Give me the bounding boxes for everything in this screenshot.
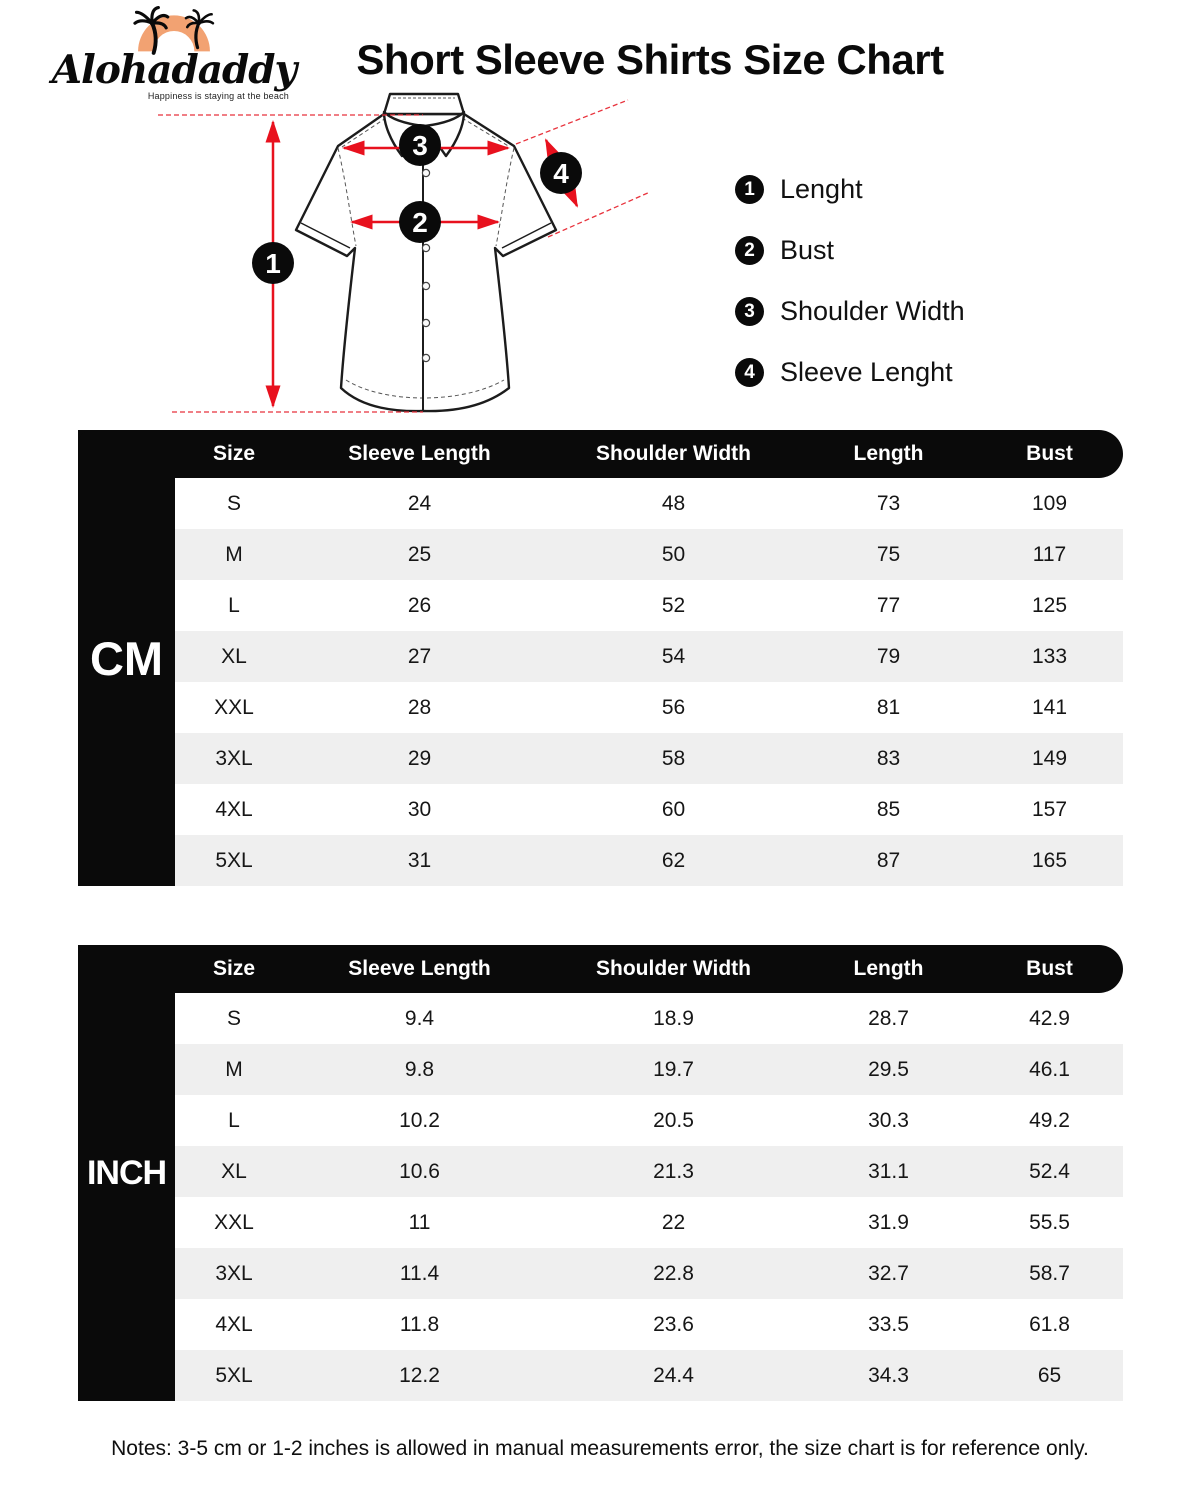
unit-label: INCH: [86, 1153, 167, 1192]
table-cell: 60: [661, 797, 686, 821]
column-header: Sleeve Length: [348, 957, 491, 980]
badge-4: 4: [553, 158, 569, 189]
unit-label: CM: [89, 631, 164, 685]
table-cell: 11.4: [399, 1261, 440, 1285]
table-cell: 87: [876, 848, 901, 872]
measurement-legend: [735, 174, 965, 388]
table-cell: 157: [1031, 797, 1068, 821]
table-cell: 5XL: [215, 1363, 253, 1387]
table-cell: XXL: [214, 695, 254, 719]
table-cell: 77: [876, 593, 901, 617]
column-header: Bust: [1026, 957, 1073, 980]
table-row: [175, 580, 1123, 631]
table-cell: 52: [661, 593, 686, 617]
table-cell: 56: [661, 695, 686, 719]
table-row: [175, 733, 1123, 784]
table-cell: 79: [876, 644, 901, 668]
table-cell: 75: [876, 542, 901, 566]
table-cell: S: [226, 491, 241, 515]
table-cell: 61.8: [1029, 1312, 1070, 1336]
legend-label: Sleeve Lenght: [780, 357, 953, 387]
table-cell: 24.4: [653, 1363, 694, 1387]
brand-name: Alohadaddy: [51, 47, 297, 93]
table-cell: 30.3: [868, 1108, 909, 1132]
size-table-inch: [78, 945, 1123, 1401]
table-row: [175, 682, 1123, 733]
table-cell: 28.7: [868, 1006, 909, 1030]
column-header: Shoulder Width: [596, 957, 751, 980]
table-cell: 3XL: [215, 746, 253, 770]
page-title: Short Sleeve Shirts Size Chart: [356, 36, 944, 83]
table-cell: 20.5: [653, 1108, 694, 1132]
table-cell: XL: [221, 1159, 247, 1183]
table-cell: 49.2: [1029, 1108, 1070, 1132]
table-row: [175, 1299, 1123, 1350]
column-header: Length: [853, 442, 924, 465]
table-row: [175, 631, 1123, 682]
table-cell: 9.4: [404, 1006, 435, 1030]
table-cell: 125: [1031, 593, 1068, 617]
table-row: [175, 478, 1123, 529]
legend-label: Lenght: [780, 174, 863, 204]
table-row: [175, 1146, 1123, 1197]
table-cell: 31.1: [868, 1159, 909, 1183]
table-cell: 42.9: [1029, 1006, 1070, 1030]
table-cell: 24: [407, 491, 432, 515]
table-cell: 23.6: [653, 1312, 694, 1336]
table-cell: 29.5: [868, 1057, 909, 1081]
table-cell: 28: [407, 695, 432, 719]
table-cell: 117: [1032, 542, 1067, 566]
table-cell: 10.6: [399, 1159, 440, 1183]
table-cell: 85: [876, 797, 901, 821]
table-cell: 9.8: [404, 1057, 435, 1081]
table-cell: 30: [407, 797, 432, 821]
table-cell: 58.7: [1029, 1261, 1070, 1285]
table-row: [175, 1350, 1123, 1401]
table-cell: 33.5: [868, 1312, 909, 1336]
table-cell: 141: [1031, 695, 1068, 719]
table-row: [175, 835, 1123, 886]
table-cell: 19.7: [653, 1057, 694, 1081]
table-row: [175, 1044, 1123, 1095]
column-header: Length: [853, 957, 924, 980]
table-cell: 65: [1037, 1363, 1062, 1387]
table-cell: 18.9: [653, 1006, 694, 1030]
legend-badge-4: 4: [735, 358, 764, 387]
table-cell: M: [225, 542, 243, 566]
table-cell: 22.8: [653, 1261, 694, 1285]
table-cell: 73: [876, 491, 901, 515]
table-header: [78, 945, 1123, 993]
column-header: Size: [212, 957, 256, 980]
unit-sidebar-cm: [78, 430, 175, 886]
table-cell: 25: [407, 542, 432, 566]
table-row: [175, 529, 1123, 580]
legend-badge-3: 3: [735, 297, 764, 326]
table-row: [175, 1197, 1123, 1248]
table-cell: L: [228, 593, 240, 617]
table-cell: 21.3: [653, 1159, 694, 1183]
legend-item-shoulder-width: [735, 296, 965, 327]
column-header: Size: [212, 442, 256, 465]
legend-item-length: [735, 174, 965, 205]
table-row: [175, 1248, 1123, 1299]
table-cell: 26: [407, 593, 432, 617]
table-cell: 48: [661, 491, 686, 515]
table-cell: 81: [876, 695, 901, 719]
notes-text: Notes: 3-5 cm or 1-2 inches is allowed in manual measurements error, the size chart is for reference only.: [111, 1437, 1089, 1460]
table-cell: 83: [876, 746, 901, 770]
badge-3: 3: [412, 130, 428, 161]
table-cell: 149: [1031, 746, 1068, 770]
table-cell: 29: [407, 746, 432, 770]
column-header: Bust: [1026, 442, 1073, 465]
legend-item-bust: [735, 235, 965, 266]
unit-sidebar-inch: [78, 945, 175, 1401]
table-cell: 5XL: [215, 848, 253, 872]
table-cell: 46.1: [1029, 1057, 1070, 1081]
table-cell: 50: [661, 542, 686, 566]
table-cell: XL: [221, 644, 247, 668]
table-cell: S: [226, 1006, 241, 1030]
badge-2: 2: [412, 207, 428, 238]
legend-label: Bust: [780, 235, 835, 265]
table-cell: M: [225, 1057, 243, 1081]
table-cell: 4XL: [215, 797, 253, 821]
table-row: [175, 784, 1123, 835]
table-cell: 133: [1031, 644, 1068, 668]
table-cell: 27: [407, 644, 432, 668]
table-body: [175, 478, 1123, 886]
table-cell: 12.2: [399, 1363, 440, 1387]
table-cell: 52.4: [1029, 1159, 1070, 1183]
table-cell: 34.3: [868, 1363, 909, 1387]
table-cell: 10.2: [399, 1108, 440, 1132]
table-cell: 54: [661, 644, 686, 668]
table-cell: 32.7: [868, 1261, 909, 1285]
table-cell: 109: [1031, 491, 1068, 515]
table-cell: 55.5: [1029, 1210, 1070, 1234]
badge-1: 1: [265, 248, 281, 279]
table-row: [175, 993, 1123, 1044]
table-row: [175, 1095, 1123, 1146]
table-cell: L: [228, 1108, 240, 1132]
table-cell: 22: [661, 1210, 686, 1234]
legend-item-sleeve-length: [735, 357, 965, 388]
size-table-cm: [78, 430, 1123, 886]
table-cell: 11.8: [399, 1312, 440, 1336]
shirt-measurement-diagram: [140, 80, 660, 430]
table-cell: 11: [408, 1210, 431, 1234]
legend-badge-1: 1: [735, 175, 764, 204]
table-header: [78, 430, 1123, 478]
column-header: Sleeve Length: [348, 442, 491, 465]
table-cell: 3XL: [215, 1261, 253, 1285]
table-body: [175, 993, 1123, 1401]
table-cell: 58: [661, 746, 686, 770]
table-cell: 31: [407, 848, 432, 872]
table-cell: 4XL: [215, 1312, 253, 1336]
brand-tagline: Happiness is staying at the beach: [147, 90, 289, 101]
legend-label: Shoulder Width: [780, 296, 965, 326]
table-cell: 62: [661, 848, 686, 872]
table-cell: 31.9: [868, 1210, 909, 1234]
legend-badge-2: 2: [735, 236, 764, 265]
table-cell: 165: [1031, 848, 1068, 872]
column-header: Shoulder Width: [596, 442, 751, 465]
table-cell: XXL: [214, 1210, 254, 1234]
